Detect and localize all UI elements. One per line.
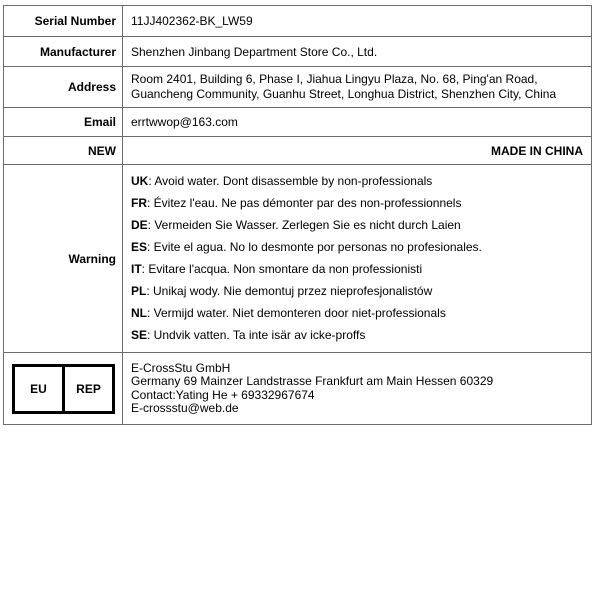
warning-item-nl xyxy=(131,306,583,321)
eu-badge-text: EU xyxy=(30,381,47,396)
warning-text: : Vermeiden Sie Wasser. Zerlegen Sie es nicht durch Laien xyxy=(147,218,461,232)
address-line: Room 2401, Building 6, Phase I, Jiahua Lingyu Plaza, No. 68, Ping'an Road, xyxy=(131,72,538,86)
warning-item-es xyxy=(131,240,583,255)
warning-code: IT xyxy=(131,262,142,276)
address-value xyxy=(123,67,592,108)
eu-rep-badge-cell xyxy=(4,353,123,425)
warning-code: PL xyxy=(131,284,147,298)
email-row xyxy=(4,108,592,137)
eu-rep-badge xyxy=(12,364,115,414)
warning-item-de xyxy=(131,218,583,233)
address-line: Guancheng Community, Guanhu Street, Longhua District, Shenzhen City, China xyxy=(131,87,557,101)
warning-text: : Evite el agua. No lo desmonte por personas no profesionales. xyxy=(147,240,482,254)
rep-email: E-crossstu@web.de xyxy=(131,401,239,415)
product-label-table xyxy=(3,5,592,425)
warning-code: SE xyxy=(131,328,148,342)
rep-contact: Contact:Yating He + 69332967674 xyxy=(131,387,315,402)
serial-number-label: Serial Number xyxy=(4,6,123,37)
manufacturer-row xyxy=(4,37,592,67)
eu-rep-row xyxy=(4,353,592,425)
warning-text: : Évitez l'eau. Ne pas démonter par des non-professionnels xyxy=(147,196,462,210)
warning-code: ES xyxy=(131,240,148,254)
warning-text: : Avoid water. Dont disassemble by non-professionals xyxy=(148,174,433,188)
warning-code: FR xyxy=(131,196,147,210)
serial-number-row xyxy=(4,6,592,37)
warning-text: : Vermijd water. Niet demonteren door niet-professionals xyxy=(147,306,446,320)
warning-code: DE xyxy=(131,218,148,232)
manufacturer-label: Manufacturer xyxy=(4,37,123,67)
eu-rep-details xyxy=(123,353,592,425)
manufacturer-value: Shenzhen Jinbang Department Store Co., Ltd. xyxy=(123,37,592,67)
warning-item-fr xyxy=(131,196,583,211)
made-in-value xyxy=(123,137,592,165)
rep-address: Germany 69 Mainzer Landstrasse Frankfurt am Main Hessen 60329 xyxy=(131,374,494,388)
warning-label: Warning xyxy=(4,165,123,353)
warning-list xyxy=(123,165,592,353)
warning-item-se xyxy=(131,328,583,343)
warning-text: : Evitare l'acqua. Non smontare da non professionisti xyxy=(141,262,423,276)
warning-text: : Unikaj wody. Nie demontuj przez nieprofesjonalistów xyxy=(146,284,433,298)
rep-company: E-CrossStu GmbH xyxy=(131,360,231,375)
address-row xyxy=(4,67,592,108)
address-label: Address xyxy=(4,67,123,108)
new-row xyxy=(4,137,592,165)
made-in-china-text: MADE IN CHINA xyxy=(491,143,583,158)
rep-badge-text: REP xyxy=(62,367,112,411)
warning-item-it xyxy=(131,262,583,277)
email-label: Email xyxy=(4,108,123,137)
warning-item-uk xyxy=(131,174,583,189)
warning-row xyxy=(4,165,592,353)
serial-number-value: 11JJ402362-BK_LW59 xyxy=(123,6,592,37)
email-value: errtwwop@163.com xyxy=(123,108,592,137)
new-label: NEW xyxy=(4,137,123,165)
warning-code: NL xyxy=(131,306,147,320)
warning-code: UK xyxy=(131,174,149,188)
warning-item-pl xyxy=(131,284,583,299)
warning-text: : Undvik vatten. Ta inte isär av icke-proffs xyxy=(147,328,366,342)
